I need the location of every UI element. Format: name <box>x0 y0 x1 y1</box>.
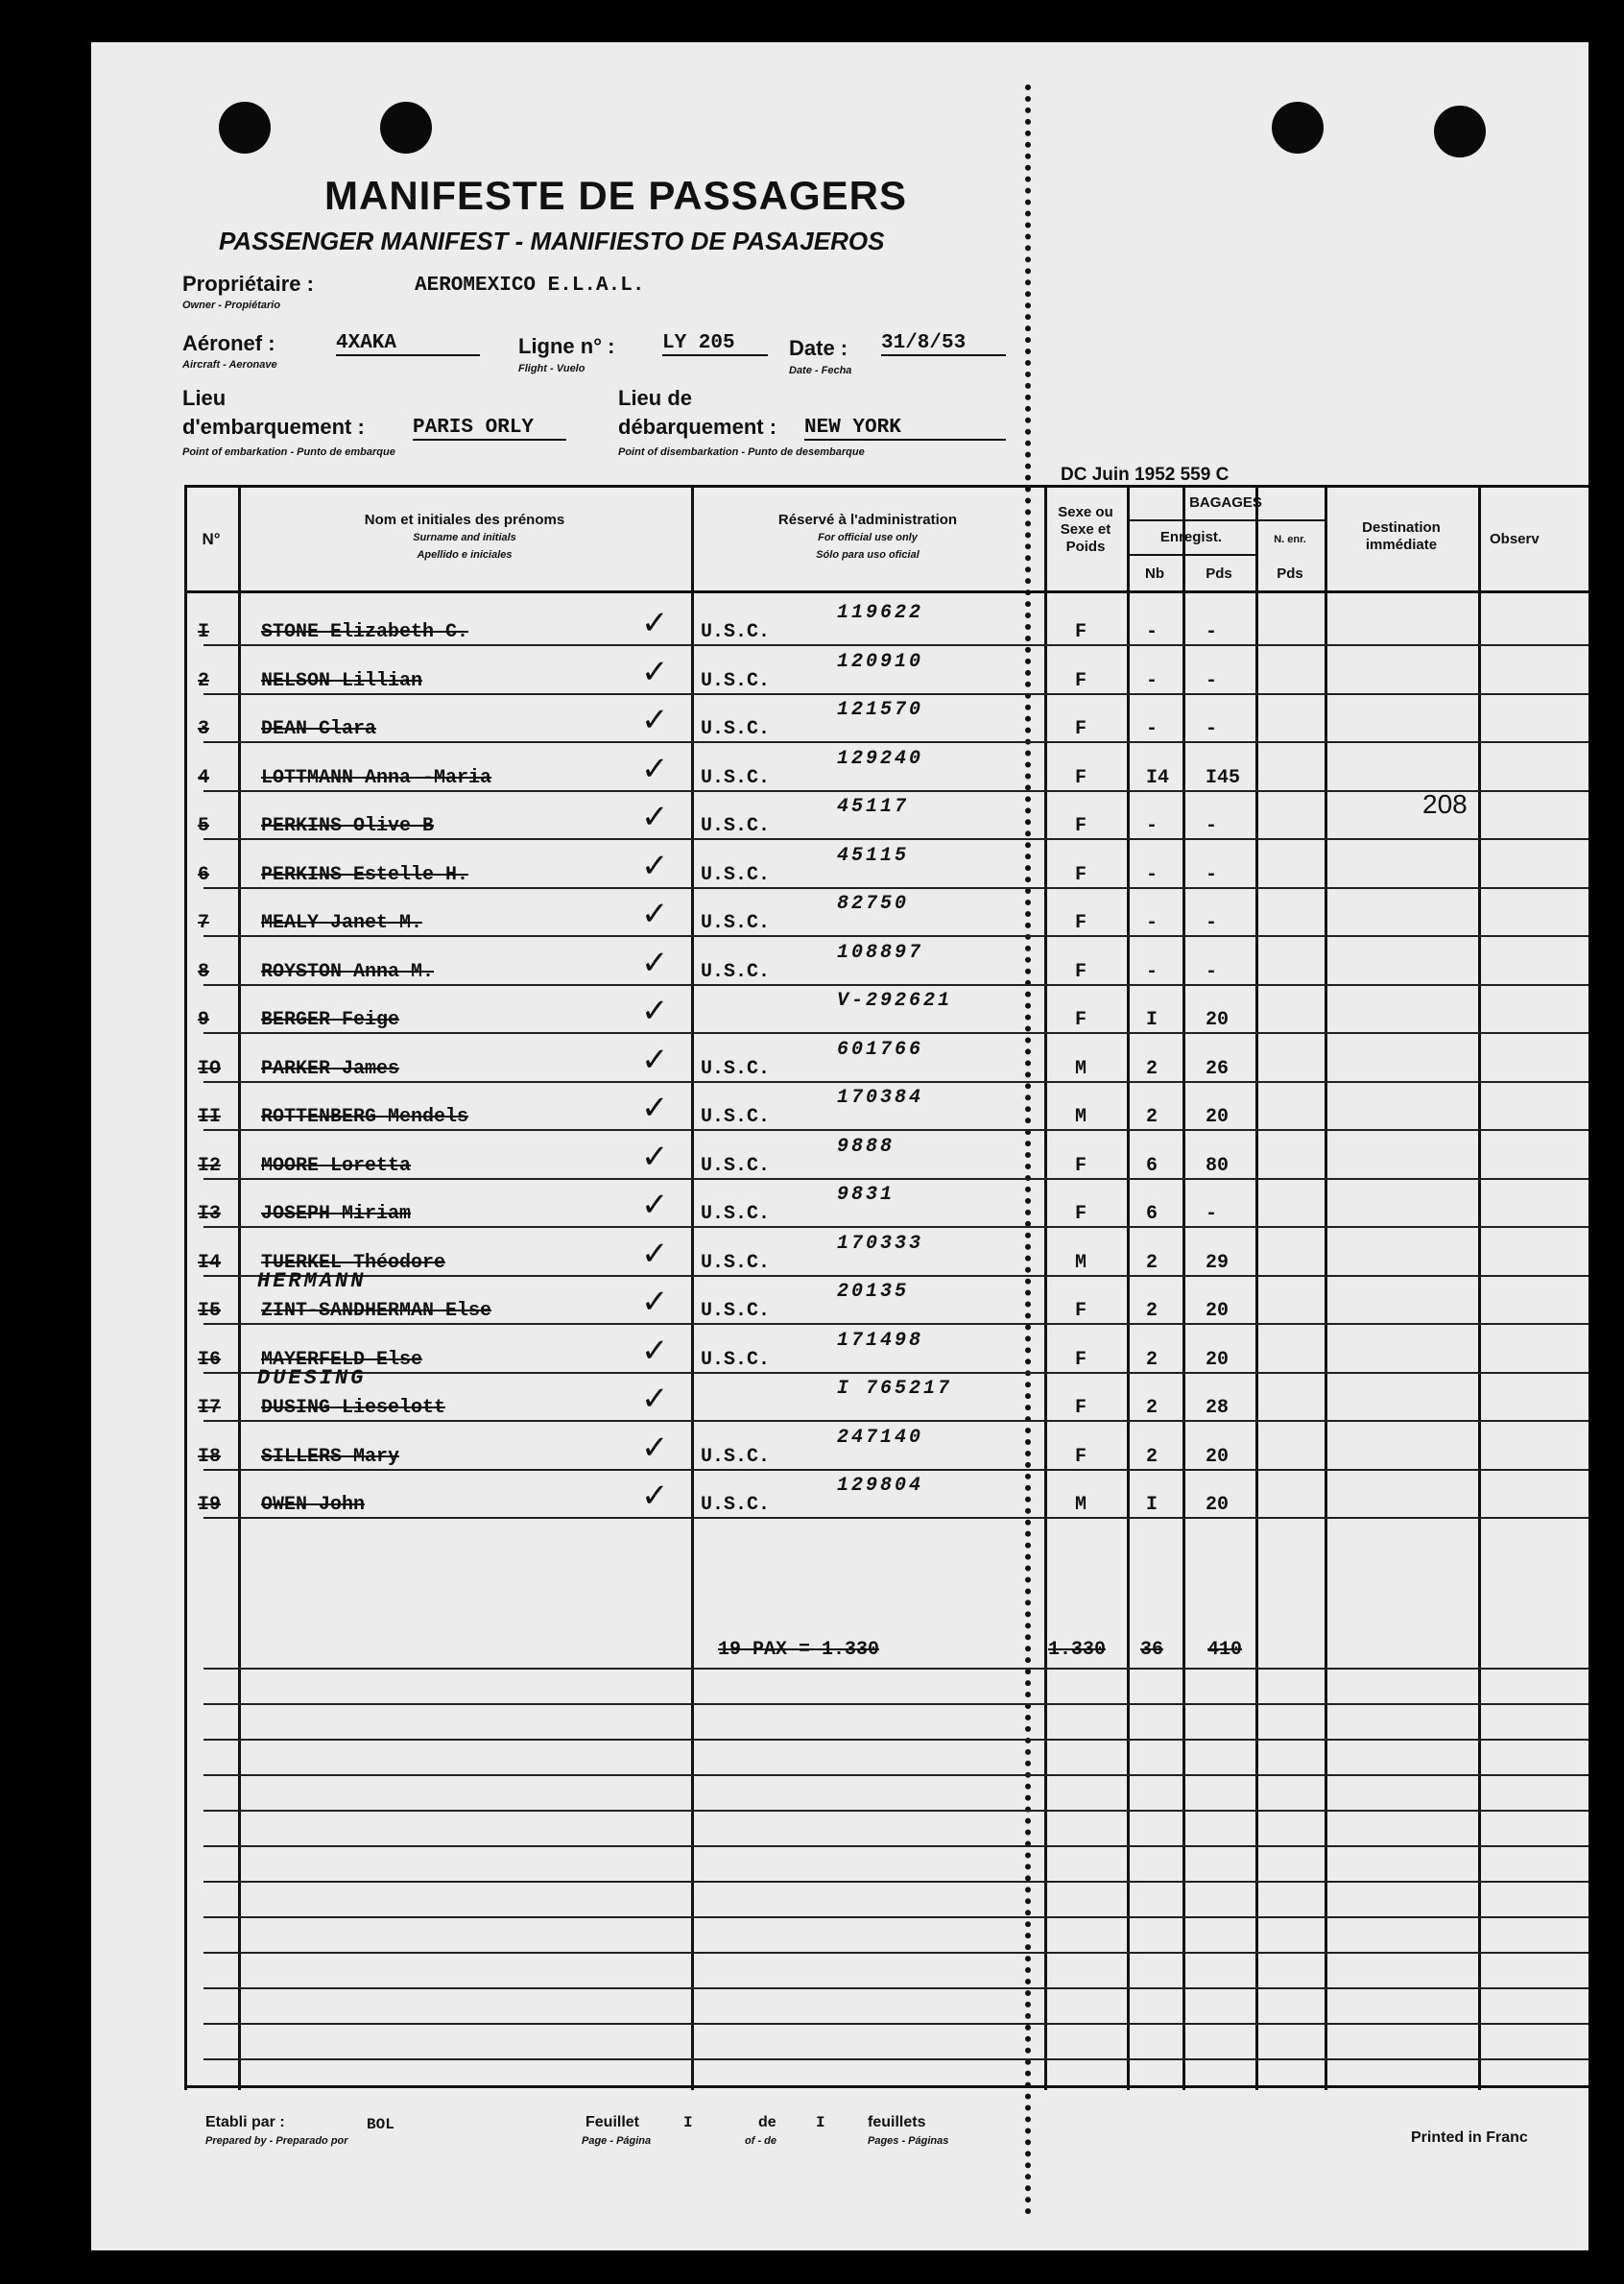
sex-value: M <box>1075 1106 1087 1128</box>
sex-value: F <box>1075 766 1087 789</box>
header-name-sub1: Surname and initials <box>413 532 516 543</box>
table-row <box>184 1475 1588 1528</box>
document-type: U.S.C. <box>701 669 771 692</box>
embark-label-1: Lieu <box>182 386 227 410</box>
row-rule <box>203 838 1588 840</box>
disembark-value: NEW YORK <box>804 417 1006 441</box>
header-enregist: Enregist. <box>1159 529 1223 545</box>
bag-count: 6 <box>1146 1203 1158 1225</box>
checkmark-icon: ✓ <box>641 1332 669 1369</box>
bag-count: 2 <box>1146 1445 1158 1468</box>
checkmark-icon: ✓ <box>641 847 669 884</box>
passenger-name: ROTTENBERG Mendels <box>261 1106 469 1128</box>
date-sub: Date - Fecha <box>789 365 852 376</box>
document-type: U.S.C. <box>701 863 771 886</box>
pages-label: feuillets <box>868 2114 926 2130</box>
blank-row-rule <box>203 2058 1588 2060</box>
row-rule <box>203 741 1588 743</box>
document-type: U.S.C. <box>701 1057 771 1080</box>
bag-count: 2 <box>1146 1348 1158 1371</box>
document-number: V-292621 <box>837 990 953 1012</box>
aircraft-sub: Aircraft - Aeronave <box>182 359 277 371</box>
document-number: 129804 <box>837 1475 924 1497</box>
bag-weight: 29 <box>1206 1251 1230 1274</box>
sex-value: F <box>1075 621 1087 643</box>
bag-weight: 28 <box>1206 1397 1230 1419</box>
bag-count: 2 <box>1146 1251 1158 1274</box>
page-label: Feuillet <box>585 2114 640 2130</box>
bag-weight: - <box>1206 621 1218 643</box>
document-type: U.S.C. <box>701 1300 771 1322</box>
blank-row-rule <box>203 1987 1588 1989</box>
table-row <box>184 990 1588 1044</box>
owner-sub: Owner - Propiétario <box>182 300 281 311</box>
checkmark-icon: ✓ <box>641 1429 669 1466</box>
passenger-name: DEAN Clara <box>261 718 377 740</box>
totals-pds: 410 <box>1207 1639 1243 1661</box>
document-number: I 765217 <box>837 1378 953 1400</box>
row-number: I3 <box>198 1203 222 1225</box>
checkmark-icon: ✓ <box>641 1478 669 1514</box>
punch-hole <box>380 102 432 154</box>
row-number: 5 <box>198 815 210 837</box>
table-row <box>184 1426 1588 1480</box>
blank-row-rule <box>203 1916 1588 1918</box>
page-title: MANIFESTE DE PASSAGERS <box>324 173 907 218</box>
document-type: U.S.C. <box>701 815 771 837</box>
document-number: 9831 <box>837 1184 896 1206</box>
page-sub: Page - Página <box>582 2135 652 2147</box>
document-type: U.S.C. <box>701 1494 771 1516</box>
row-number: I9 <box>198 1494 222 1516</box>
form-code: DC Juin 1952 559 C <box>1061 465 1230 485</box>
flight-label: Ligne n° : <box>518 334 615 358</box>
table-row <box>184 844 1588 899</box>
row-rule <box>203 1032 1588 1034</box>
row-rule <box>203 1517 1588 1519</box>
header-sex: Sexe ou Sexe et Poids <box>1058 504 1113 555</box>
pages-sub: Pages - Páginas <box>868 2135 949 2147</box>
row-rule <box>203 887 1588 889</box>
passenger-name: NELSON Lillian <box>261 669 423 692</box>
header-destination: Destination immédiate <box>1362 519 1441 553</box>
date-value: 31/8/53 <box>881 332 1006 356</box>
row-number: 8 <box>198 960 210 983</box>
document-number: 170333 <box>837 1232 924 1255</box>
row-number: I4 <box>198 1251 222 1274</box>
document-number: 20135 <box>837 1281 910 1303</box>
header-pds2: Pds <box>1277 565 1303 582</box>
bag-count: - <box>1146 815 1158 837</box>
sex-value: F <box>1075 863 1087 886</box>
row-number: I5 <box>198 1300 222 1322</box>
totals-row <box>184 1625 1588 1673</box>
header-admin <box>691 512 1044 564</box>
flight-value: LY 205 <box>662 332 768 356</box>
row-number: IO <box>198 1057 222 1080</box>
document-number: 108897 <box>837 941 924 964</box>
row-rule <box>203 1081 1588 1083</box>
row-number: 4 <box>198 766 210 789</box>
document-number: 120910 <box>837 650 924 673</box>
document-number: 129240 <box>837 747 924 770</box>
of-value: I <box>816 2114 825 2131</box>
side-note: 208 <box>1422 789 1468 819</box>
bag-count: - <box>1146 863 1158 886</box>
printed-in: Printed in Franc <box>1411 2129 1528 2146</box>
bag-weight: 80 <box>1206 1154 1230 1177</box>
bagages-rule <box>1127 519 1325 521</box>
header-admin-sub2: Sólo para uso oficial <box>816 549 919 561</box>
passenger-name: LOTTMANN Anna -Maria <box>261 766 492 789</box>
row-rule <box>203 1275 1588 1277</box>
row-rule <box>203 1226 1588 1228</box>
document-number: 119622 <box>837 602 924 624</box>
sex-value: M <box>1075 1494 1087 1516</box>
checkmark-icon: ✓ <box>641 653 669 690</box>
document-type: U.S.C. <box>701 1348 771 1371</box>
table-row <box>184 796 1588 850</box>
prepared-value: BOL <box>367 2116 394 2133</box>
embark-sub: Point of embarkation - Punto de embarque <box>182 446 395 458</box>
punch-hole <box>1272 102 1324 154</box>
bag-count: - <box>1146 621 1158 643</box>
bag-weight: 20 <box>1206 1445 1230 1468</box>
passenger-name: MEALY Janet M. <box>261 912 423 934</box>
date-label: Date : <box>789 336 848 360</box>
bag-count: - <box>1146 718 1158 740</box>
table-row <box>184 1184 1588 1238</box>
document-number: 170384 <box>837 1087 924 1109</box>
row-number: I6 <box>198 1348 222 1371</box>
document-number: 45117 <box>837 796 910 818</box>
header-nb: Nb <box>1145 565 1164 582</box>
row-rule <box>203 1469 1588 1471</box>
totals-pax: 19 PAX = 1.330 <box>718 1639 880 1661</box>
bag-weight: 26 <box>1206 1057 1230 1080</box>
bag-count: I <box>1146 1009 1158 1031</box>
table-row <box>184 1329 1588 1383</box>
table-row <box>184 747 1588 802</box>
document-type: U.S.C. <box>701 912 771 934</box>
aircraft-value: 4XAKA <box>336 332 480 356</box>
disembark-label-2: débarquement : <box>618 415 777 439</box>
bag-count: 2 <box>1146 1106 1158 1128</box>
passenger-name: PERKINS Estelle H. <box>261 863 469 886</box>
document-number: 9888 <box>837 1135 896 1158</box>
blank-row-rule <box>203 1952 1588 1954</box>
checkmark-icon: ✓ <box>641 944 669 981</box>
passenger-name: STONE Elizabeth C. <box>261 621 469 643</box>
document-type: U.S.C. <box>701 1251 771 1274</box>
table-row <box>184 1087 1588 1141</box>
page-subtitle: PASSENGER MANIFEST - MANIFIESTO DE PASAJEROS <box>219 227 885 255</box>
bag-weight: - <box>1206 863 1218 886</box>
sex-value: M <box>1075 1251 1087 1274</box>
row-rule <box>203 644 1588 646</box>
header-name-label: Nom et initiales des prénoms <box>364 512 565 528</box>
sex-value: F <box>1075 1203 1087 1225</box>
sex-value: F <box>1075 912 1087 934</box>
row-number: 6 <box>198 863 210 886</box>
table-row <box>184 1232 1588 1286</box>
document-number: 121570 <box>837 699 924 721</box>
passenger-table <box>184 485 1588 2090</box>
bag-count: I4 <box>1146 766 1170 789</box>
blank-row-rule <box>203 1881 1588 1883</box>
enregist-rule <box>1127 554 1255 556</box>
header-name-sub2: Apellido e iniciales <box>417 549 513 561</box>
table-row <box>184 1038 1588 1093</box>
header-observations: Observ <box>1490 531 1540 547</box>
passenger-name: JOSEPH Miriam <box>261 1203 412 1225</box>
owner-value: AEROMEXICO E.L.A.L. <box>415 275 645 297</box>
header-non-enr: N. enr. <box>1274 534 1306 545</box>
row-rule <box>203 1420 1588 1422</box>
row-rule <box>203 790 1588 792</box>
document-type: U.S.C. <box>701 766 771 789</box>
bag-count: 2 <box>1146 1397 1158 1419</box>
row-number: I <box>198 621 210 643</box>
header-bagages: BAGAGES <box>1189 494 1262 511</box>
passenger-name: BERGER Feige <box>261 1009 400 1031</box>
checkmark-icon: ✓ <box>641 605 669 641</box>
table-row <box>184 650 1588 705</box>
header-pds: Pds <box>1206 565 1232 582</box>
row-number: 3 <box>198 718 210 740</box>
owner-label: Propriétaire : <box>182 272 314 296</box>
bag-weight: I45 <box>1206 766 1241 789</box>
totals-nb: 36 <box>1140 1639 1164 1661</box>
row-number: I2 <box>198 1154 222 1177</box>
sex-value: F <box>1075 960 1087 983</box>
row-rule <box>203 984 1588 986</box>
bag-weight: 20 <box>1206 1348 1230 1371</box>
bag-weight: - <box>1206 669 1218 692</box>
disembark-label-1: Lieu de <box>618 386 693 410</box>
checkmark-icon: ✓ <box>641 1138 669 1175</box>
bag-weight: 20 <box>1206 1009 1230 1031</box>
passenger-name: PERKINS Olive B <box>261 815 435 837</box>
checkmark-icon: ✓ <box>641 1041 669 1078</box>
disembark-sub: Point of disembarkation - Punto de desembarque <box>618 446 865 458</box>
checkmark-icon: ✓ <box>641 799 669 835</box>
header-admin-label: Réservé à l'administration <box>777 512 958 528</box>
bag-weight: 20 <box>1206 1106 1230 1128</box>
passenger-name: PARKER James <box>261 1057 400 1080</box>
bag-count: 2 <box>1146 1300 1158 1322</box>
checkmark-icon: ✓ <box>641 750 669 787</box>
row-number: 9 <box>198 1009 210 1031</box>
blank-row-rule <box>203 2023 1588 2025</box>
prepared-sub: Prepared by - Preparado por <box>205 2135 348 2147</box>
passenger-name: DUSING Lieselott <box>261 1397 446 1419</box>
of-label: de <box>758 2114 776 2130</box>
checkmark-icon: ✓ <box>641 1187 669 1223</box>
sex-value: F <box>1075 1348 1087 1371</box>
bag-count: 6 <box>1146 1154 1158 1177</box>
checkmark-icon: ✓ <box>641 1284 669 1320</box>
row-rule <box>203 693 1588 695</box>
row-rule <box>203 1129 1588 1131</box>
document-number: 82750 <box>837 893 910 915</box>
sex-value: F <box>1075 718 1087 740</box>
row-number: 7 <box>198 912 210 934</box>
table-bottom-rule <box>184 2085 1588 2088</box>
of-sub: of - de <box>745 2135 776 2147</box>
header-admin-sub1: For official use only <box>818 532 918 543</box>
passenger-name: TUERKEL Théodore <box>261 1251 446 1274</box>
blank-row-rule <box>203 1845 1588 1847</box>
sex-value: F <box>1075 1445 1087 1468</box>
document-type: U.S.C. <box>701 1445 771 1468</box>
checkmark-icon: ✓ <box>641 993 669 1029</box>
document-type: U.S.C. <box>701 1106 771 1128</box>
bag-weight: - <box>1206 815 1218 837</box>
row-rule <box>203 1372 1588 1374</box>
document-number: 45115 <box>837 844 910 867</box>
row-number: I8 <box>198 1445 222 1468</box>
row-number: 2 <box>198 669 210 692</box>
blank-row-rule <box>203 1810 1588 1812</box>
bag-count: - <box>1146 669 1158 692</box>
page-value: I <box>683 2114 693 2131</box>
handwritten-annotation: DUESING <box>257 1366 367 1390</box>
checkmark-icon: ✓ <box>641 702 669 738</box>
sex-value: F <box>1075 669 1087 692</box>
bag-weight: - <box>1206 718 1218 740</box>
bag-weight: 20 <box>1206 1300 1230 1322</box>
header-name <box>238 512 691 564</box>
bag-count: - <box>1146 960 1158 983</box>
bag-weight: - <box>1206 912 1218 934</box>
document-number: 601766 <box>837 1038 924 1061</box>
document-number: 247140 <box>837 1426 924 1449</box>
table-row <box>184 602 1588 656</box>
blank-row-rule <box>203 1774 1588 1776</box>
row-number: II <box>198 1106 222 1128</box>
passenger-name: MAYERFELD Else <box>261 1348 423 1371</box>
sex-value: F <box>1075 815 1087 837</box>
bag-count: I <box>1146 1494 1158 1516</box>
blank-row-rule <box>203 1703 1588 1705</box>
totals-weight: 1.330 <box>1048 1639 1107 1661</box>
header-no: N° <box>202 530 221 548</box>
table-row <box>184 1135 1588 1190</box>
document-type: U.S.C. <box>701 621 771 643</box>
checkmark-icon: ✓ <box>641 896 669 932</box>
bag-weight: - <box>1206 960 1218 983</box>
embark-value: PARIS ORLY <box>413 417 566 441</box>
sex-value: M <box>1075 1057 1087 1080</box>
sex-value: F <box>1075 1154 1087 1177</box>
document-number: 171498 <box>837 1329 924 1352</box>
checkmark-icon: ✓ <box>641 1381 669 1417</box>
passenger-name: SILLERS Mary <box>261 1445 400 1468</box>
aircraft-label: Aéronef : <box>182 331 275 355</box>
table-header-rule <box>184 590 1588 593</box>
punch-hole <box>219 102 271 154</box>
sex-value: F <box>1075 1300 1087 1322</box>
passenger-name: MOORE Loretta <box>261 1154 412 1177</box>
bag-weight: - <box>1206 1203 1218 1225</box>
row-rule <box>203 935 1588 937</box>
document-type: U.S.C. <box>701 960 771 983</box>
checkmark-icon: ✓ <box>641 1090 669 1126</box>
table-row <box>184 699 1588 753</box>
row-number: I7 <box>198 1397 222 1419</box>
table-border <box>184 485 1588 488</box>
embark-label-2: d'embarquement : <box>182 415 365 439</box>
table-row <box>184 1269 1588 1334</box>
document-type: U.S.C. <box>701 1154 771 1177</box>
table-row <box>184 1366 1588 1431</box>
bag-count: - <box>1146 912 1158 934</box>
bag-weight: 20 <box>1206 1494 1230 1516</box>
prepared-label: Etabli par : <box>205 2114 285 2130</box>
handwritten-annotation: HERMANN <box>257 1269 367 1293</box>
sex-value: F <box>1075 1397 1087 1419</box>
document-type: U.S.C. <box>701 718 771 740</box>
checkmark-icon: ✓ <box>641 1235 669 1272</box>
document-type: U.S.C. <box>701 1203 771 1225</box>
row-rule <box>203 1323 1588 1325</box>
passenger-name: ZINT-SANDHERMAN Else <box>261 1300 492 1322</box>
sex-value: F <box>1075 1009 1087 1031</box>
passenger-name: ROYSTON Anna M. <box>261 960 435 983</box>
row-rule <box>203 1178 1588 1180</box>
table-row <box>184 941 1588 996</box>
bag-count: 2 <box>1146 1057 1158 1080</box>
blank-row-rule <box>203 1739 1588 1741</box>
punch-hole <box>1434 106 1486 157</box>
flight-sub: Flight - Vuelo <box>518 363 585 374</box>
table-row <box>184 893 1588 947</box>
passenger-name: OWEN John <box>261 1494 366 1516</box>
